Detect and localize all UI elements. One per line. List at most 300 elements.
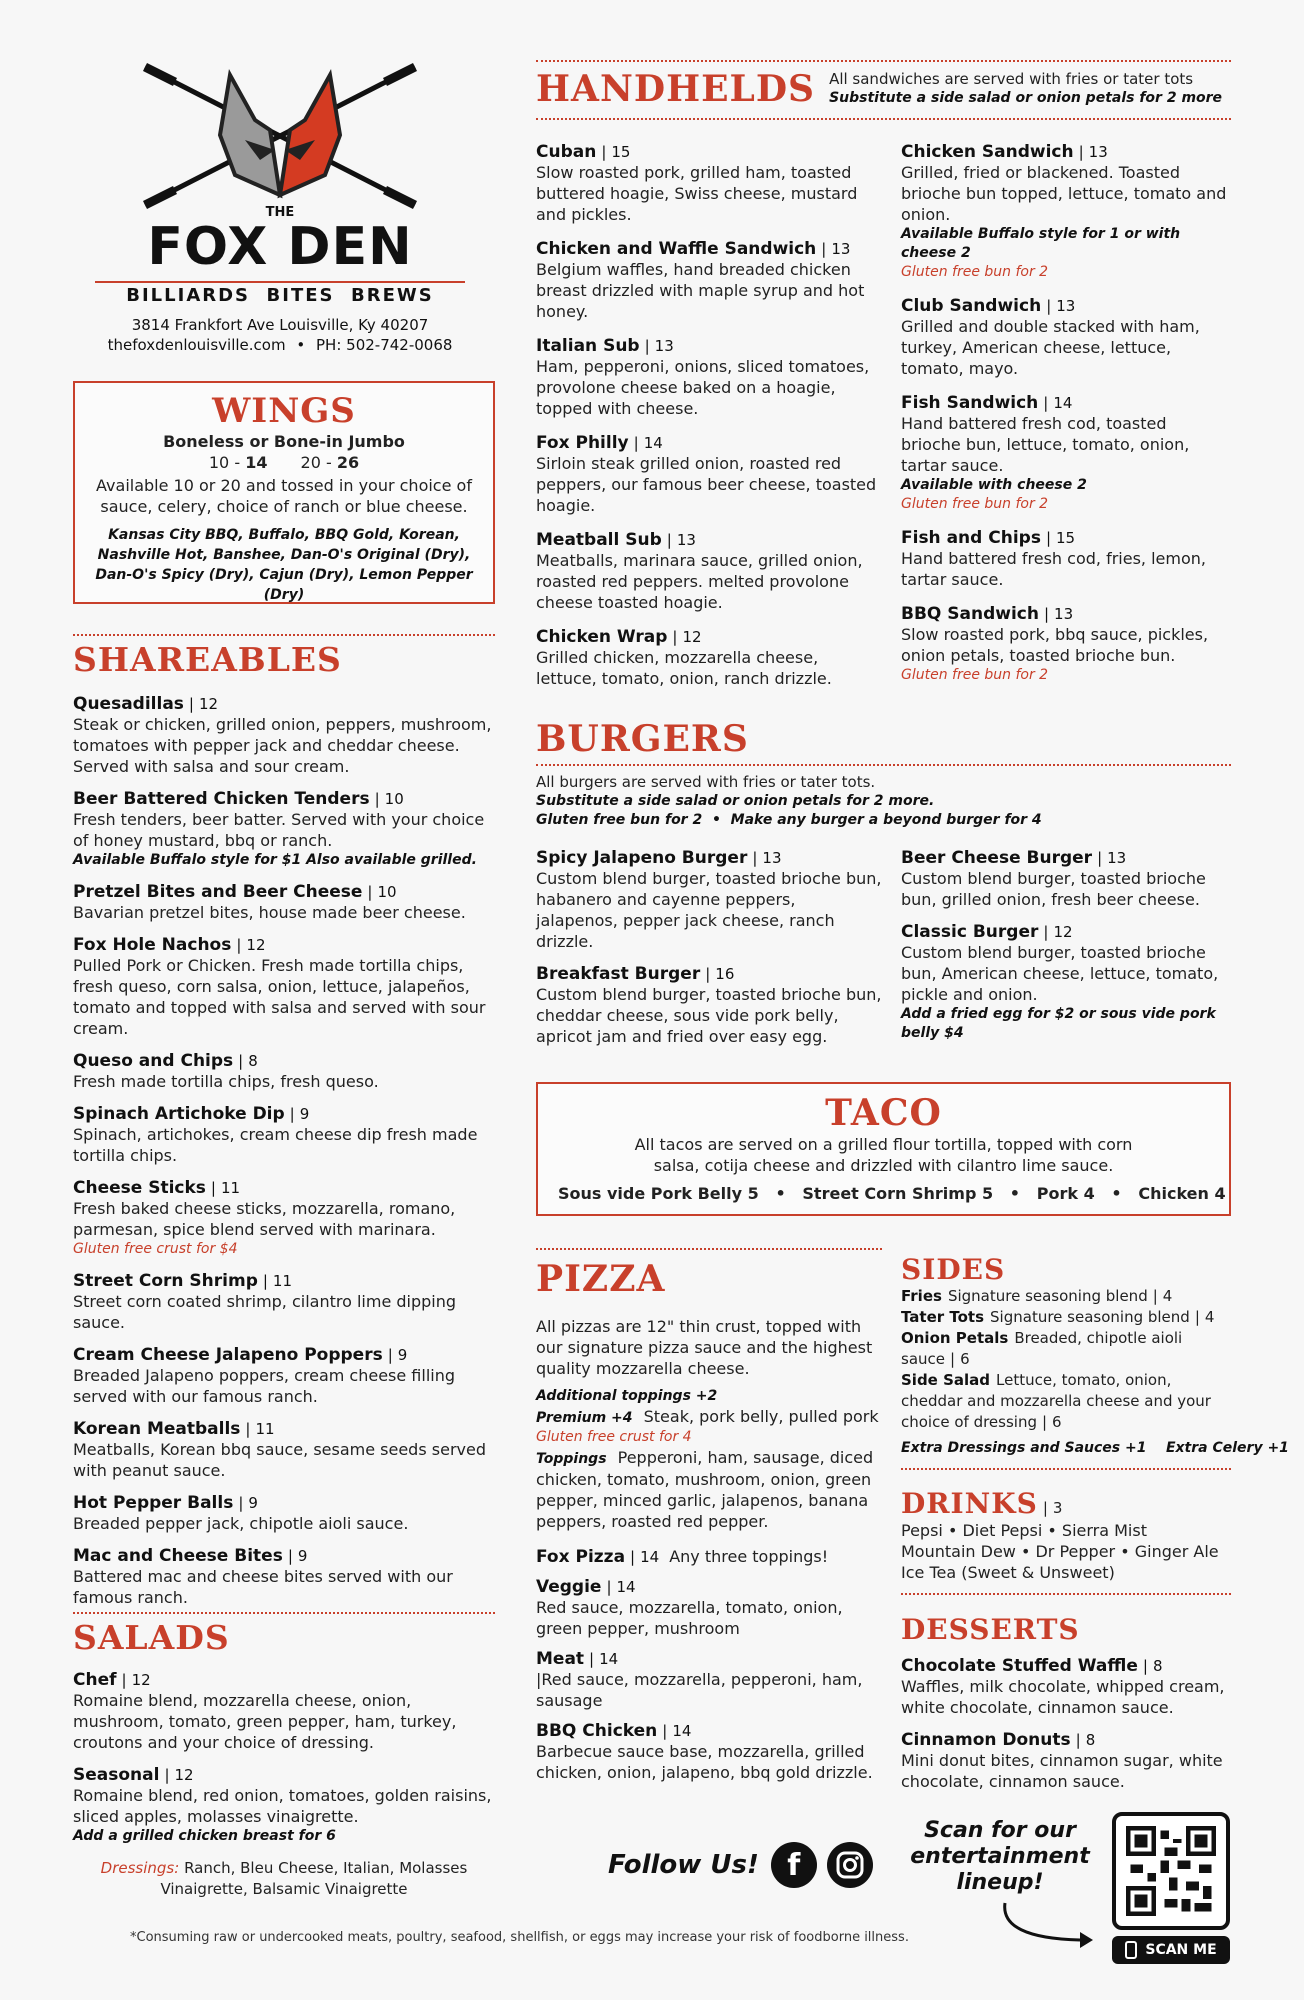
menu-item-price: 14 xyxy=(616,1578,636,1596)
menu-item-name: Chocolate Stuffed Waffle xyxy=(901,1656,1138,1676)
separator: | xyxy=(387,1346,393,1364)
menu-item-name: Fish and Chips xyxy=(901,528,1041,548)
menu-item-price: 9 xyxy=(248,1494,258,1512)
menu-item-name: Korean Meatballs xyxy=(73,1419,241,1439)
salads-list xyxy=(73,1670,495,1846)
menu-item xyxy=(901,848,1231,910)
divider xyxy=(536,764,1231,766)
menu-item-header xyxy=(901,296,1231,316)
pizza-title: PIZZA xyxy=(536,1258,666,1300)
menu-item-name: Pretzel Bites and Beer Cheese xyxy=(73,882,363,902)
divider xyxy=(901,1593,1231,1595)
handhelds-left-column xyxy=(536,142,882,703)
menu-item-desc: Grilled and double stacked with ham, turkey, American cheese, lettuce, tomato, mayo. xyxy=(901,317,1200,378)
menu-item-name: Mac and Cheese Bites xyxy=(73,1546,283,1566)
menu-item-header xyxy=(536,848,882,868)
sides-list xyxy=(901,1286,1231,1433)
sides-note: Extra Dressings and Sauces +1 Extra Celery +1 xyxy=(901,1440,1289,1456)
menu-item-header xyxy=(73,1051,495,1071)
menu-item-desc: Street corn coated shrimp, cilantro lime dipping sauce. xyxy=(73,1292,457,1332)
taco-title: TACO xyxy=(825,1092,942,1134)
menu-item-price: 8 xyxy=(1152,1657,1163,1675)
menu-item-desc: Custom blend burger, toasted brioche bun, cheddar cheese, sous vide pork belly, apricot jam and fried over easy egg. xyxy=(536,985,882,1046)
menu-item-price: 14 xyxy=(640,1548,660,1566)
pizza-intro: All pizzas are 12" thin crust, topped with our signature pizza sauce and the highest quality mozzarella cheese. xyxy=(536,1317,873,1378)
separator: | xyxy=(367,883,373,901)
menu-item-price: 14 xyxy=(1053,394,1073,412)
menu-item-header xyxy=(536,627,882,647)
sides-title: SIDES xyxy=(901,1253,1006,1286)
sides-section xyxy=(901,1253,1289,1470)
menu-item-desc: Hand battered fresh cod, fries, lemon, tartar sauce. xyxy=(901,549,1206,589)
wings-box xyxy=(73,381,495,604)
menu-item-desc: Custom blend burger, toasted brioche bun, grilled onion, fresh beer cheese. xyxy=(901,869,1206,909)
separator: | xyxy=(601,143,607,161)
menu-item-desc: Pulled Pork or Chicken. Fresh made tortilla chips, fresh queso, corn salsa, onion, lettuce, jalapeños, tomato and topped with salsa and served with sour cream. xyxy=(73,956,486,1038)
menu-item-name: Chicken Sandwich xyxy=(901,142,1074,162)
menu-item-name: Chicken and Waffle Sandwich xyxy=(536,239,817,259)
menu-item xyxy=(536,627,882,689)
shareables-title: SHAREABLES xyxy=(73,640,342,679)
drinks-section: DRINKS | 3 Pepsi • Diet Pepsi • Sierra Mist Mountain Dew • Dr Pepper • Ginger Ale Ice Tea (Sweet & Unsweet) xyxy=(901,1488,1231,1595)
side-item xyxy=(901,1307,1231,1328)
menu-item-header xyxy=(901,528,1231,548)
menu-item-header xyxy=(73,1546,495,1566)
desserts-section xyxy=(901,1614,1231,1804)
side-item xyxy=(901,1370,1231,1433)
menu-item-inline: Any three toppings! xyxy=(669,1547,829,1566)
menu-item xyxy=(73,1546,495,1608)
menu-item-header xyxy=(901,922,1231,942)
menu-item xyxy=(73,1051,495,1092)
pizza-premium: Premium +4 Steak, pork belly, pulled pork xyxy=(536,1407,879,1426)
pizza-additional: Additional toppings +2 xyxy=(536,1388,718,1404)
menu-item-header xyxy=(73,935,495,955)
divider xyxy=(73,1612,495,1614)
menu-item-desc: Slow roasted pork, bbq sauce, pickles, onion petals, toasted brioche bun. xyxy=(901,625,1209,665)
menu-item-desc: Fresh baked cheese sticks, mozzarella, romano, parmesan, spice blend served with marinara. xyxy=(73,1199,456,1239)
menu-item-desc: Breaded Jalapeno poppers, cream cheese filling served with our famous ranch. xyxy=(73,1366,456,1406)
menu-item-desc: Ham, pepperoni, onions, sliced tomatoes, provolone cheese baked on a hoagie, topped with cheese. xyxy=(536,357,870,418)
divider xyxy=(536,60,1231,62)
website-link[interactable]: thefoxdenlouisville.com xyxy=(107,336,286,354)
menu-item xyxy=(536,142,882,225)
menu-item xyxy=(73,1419,495,1481)
menu-item-header xyxy=(536,1649,882,1669)
menu-item xyxy=(536,1649,882,1711)
menu-item xyxy=(73,1271,495,1333)
separator: | xyxy=(1043,394,1049,412)
menu-item-price: 8 xyxy=(248,1052,258,1070)
separator: | xyxy=(821,240,827,258)
separator: | xyxy=(705,965,711,983)
menu-item-price: 12 xyxy=(174,1766,194,1784)
wings-title: WINGS xyxy=(212,391,356,431)
menu-item-price: 12 xyxy=(682,628,702,646)
menu-item-price: 13 xyxy=(762,849,782,867)
drinks-line-3: Ice Tea (Sweet & Unsweet) xyxy=(901,1563,1115,1582)
menu-item-desc: Custom blend burger, toasted brioche bun, habanero and cayenne peppers, jalapenos, pepper jack cheese, ranch drizzle. xyxy=(536,869,882,951)
pizza-section xyxy=(536,1248,882,1793)
drinks-line-2: Mountain Dew • Dr Pepper • Ginger Ale xyxy=(901,1542,1219,1561)
menu-item-name: BBQ Sandwich xyxy=(901,604,1039,624)
menu-item xyxy=(536,336,882,419)
menu-item-header xyxy=(536,336,882,356)
menu-item xyxy=(73,1493,495,1534)
menu-item xyxy=(73,1765,495,1846)
menu-item-note: Add a grilled chicken breast for 6 xyxy=(73,1828,336,1844)
separator: | xyxy=(245,1420,251,1438)
separator: | xyxy=(672,628,678,646)
menu-item-name: Meat xyxy=(536,1649,585,1669)
menu-item-name: Quesadillas xyxy=(73,694,184,714)
burgers-right-column xyxy=(901,848,1231,1059)
menu-item-header xyxy=(901,142,1231,162)
menu-item-desc: Grilled, fried or blackened. Toasted brioche bun topped, lettuce, tomato and onion. xyxy=(901,163,1227,224)
burgers-left-column xyxy=(536,848,882,1059)
menu-item xyxy=(536,1721,882,1783)
menu-item-price: 15 xyxy=(611,143,631,161)
qr-code[interactable] xyxy=(1112,1812,1230,1930)
menu-item xyxy=(901,1730,1231,1792)
separator: | xyxy=(1045,529,1051,547)
separator: | xyxy=(752,849,758,867)
menu-item-price: 10 xyxy=(377,883,397,901)
menu-item-name: Fox Philly xyxy=(536,433,629,453)
menu-item-desc: Fresh made tortilla chips, fresh queso. xyxy=(73,1072,379,1091)
menu-item-header xyxy=(73,1178,495,1198)
side-name: Fries xyxy=(901,1287,942,1305)
phone-link[interactable]: PH: 502-742-0068 xyxy=(316,336,453,354)
side-price: 4 xyxy=(1162,1287,1173,1305)
menu-item-price: 9 xyxy=(397,1346,408,1364)
menu-item-price: 15 xyxy=(1056,529,1076,547)
menu-item-desc: Waffles, milk chocolate, whipped cream, white chocolate, cinnamon sauce. xyxy=(901,1677,1225,1717)
qr-code-icon xyxy=(1126,1826,1216,1916)
menu-item-price: 13 xyxy=(1107,849,1127,867)
menu-item-name: Cuban xyxy=(536,142,597,162)
menu-item-name: Club Sandwich xyxy=(901,296,1042,316)
side-price: 6 xyxy=(1052,1413,1062,1431)
side-item xyxy=(901,1328,1231,1370)
separator: | xyxy=(1041,1413,1048,1431)
menu-item-name: Veggie xyxy=(536,1577,602,1597)
dressings-label: Dressings: xyxy=(100,1859,180,1877)
separator: | xyxy=(644,337,650,355)
taco-options: Sous vide Pork Belly 5 • Street Corn Shrimp 5 • Pork 4 • Chicken 4 xyxy=(558,1184,1226,1203)
handhelds-section xyxy=(536,60,1231,703)
menu-item-desc: Spinach, artichokes, cream cheese dip fresh made tortilla chips. xyxy=(73,1125,478,1165)
separator: | xyxy=(633,434,639,452)
menu-item-header xyxy=(536,142,882,162)
menu-item-name: Beer Battered Chicken Tenders xyxy=(73,789,370,809)
menu-item-header xyxy=(536,1546,882,1567)
burgers-intro: All burgers are served with fries or tater tots. xyxy=(536,773,876,791)
menu-item-header xyxy=(73,1104,495,1124)
separator: | xyxy=(630,1548,636,1566)
logo-name: FOX DEN xyxy=(147,217,413,277)
menu-item xyxy=(536,530,882,613)
menu-item-price: 13 xyxy=(654,337,674,355)
separator: | xyxy=(1075,1731,1081,1749)
menu-item-desc: Red sauce, mozzarella, tomato, onion, green pepper, mushroom xyxy=(536,1598,843,1638)
menu-item-desc: Sirloin steak grilled onion, roasted red peppers, our famous beer cheese, toasted hoagie. xyxy=(536,454,877,515)
menu-item-header xyxy=(73,1271,495,1291)
menu-item-name: Chicken Wrap xyxy=(536,627,668,647)
menu-item-name: Cream Cheese Jalapeno Poppers xyxy=(73,1345,383,1365)
menu-item xyxy=(901,1656,1231,1718)
side-desc: Breaded, chipotle aioli sauce xyxy=(901,1329,1183,1368)
menu-item-desc: Belgium waffles, hand breaded chicken breast drizzled with maple syrup and hot honey. xyxy=(536,260,865,321)
menu-item-header xyxy=(901,1730,1231,1750)
menu-item-name: Chef xyxy=(73,1670,117,1690)
menu-item-desc: Mini donut bites, cinnamon sugar, white chocolate, cinnamon sauce. xyxy=(901,1751,1223,1791)
separator: | xyxy=(236,936,242,954)
menu-item-header xyxy=(536,239,882,259)
menu-item xyxy=(901,296,1231,379)
menu-item-header xyxy=(73,1765,495,1785)
burgers-intro-note: Substitute a side salad or onion petals for 2 more. xyxy=(536,793,935,809)
menu-item-name: Breakfast Burger xyxy=(536,964,701,984)
side-name: Onion Petals xyxy=(901,1329,1009,1347)
side-name: Tater Tots xyxy=(901,1308,985,1326)
burgers-title: BURGERS xyxy=(536,718,749,760)
menu-item-desc: Slow roasted pork, grilled ham, toasted buttered hoagie, Swiss cheese, mustard and pickles. xyxy=(536,163,858,224)
menu-item-price: 14 xyxy=(643,434,663,452)
logo-tagline: BILLIARDS BITES BREWS xyxy=(95,281,465,306)
menu-item-price: 12 xyxy=(131,1671,151,1689)
menu-item xyxy=(536,1546,882,1567)
separator: | xyxy=(1046,297,1052,315)
taco-desc: All tacos are served on a grilled flour tortilla, topped with corn salsa, cotija cheese and drizzled with cilantro lime sauce. xyxy=(634,1135,1133,1175)
separator: | xyxy=(1043,605,1050,623)
menu-item-name: Spinach Artichoke Dip xyxy=(73,1104,285,1124)
desserts-list xyxy=(901,1656,1231,1792)
side-name: Side Salad xyxy=(901,1371,991,1389)
salad-dressings xyxy=(73,1858,495,1900)
address: 3814 Frankfort Ave Louisville, Ky 40207 xyxy=(131,316,429,334)
handhelds-intro-note: Substitute a side salad or onion petals for 2 more xyxy=(829,90,1223,106)
menu-item-name: Street Corn Shrimp xyxy=(73,1271,258,1291)
side-price: 6 xyxy=(960,1350,970,1368)
separator: | xyxy=(666,531,672,549)
burgers-intro-note-2: Gluten free bun for 2 • Make any burger a beyond burger for 4 xyxy=(536,812,1042,828)
menu-item-desc: Meatballs, Korean bbq sauce, sesame seeds served with peanut sauce. xyxy=(73,1440,486,1480)
menu-item-header xyxy=(536,530,882,550)
dressings-list: Ranch, Bleu Cheese, Italian, Molasses Vinaigrette, Balsamic Vinaigrette xyxy=(160,1859,468,1898)
menu-item xyxy=(901,393,1231,514)
separator: | xyxy=(662,1722,668,1740)
menu-item xyxy=(73,935,495,1039)
separator: | xyxy=(238,1494,244,1512)
scan-me-button[interactable] xyxy=(1112,1936,1230,1964)
menu-item-price: 11 xyxy=(255,1420,275,1438)
separator: | xyxy=(164,1766,170,1784)
wings-subtitle: Boneless or Bone-in Jumbo xyxy=(163,432,405,451)
menu-item-name: Hot Pepper Balls xyxy=(73,1493,234,1513)
separator: | xyxy=(1194,1308,1200,1326)
menu-item-desc: Bavarian pretzel bites, house made beer cheese. xyxy=(73,903,466,922)
side-item xyxy=(901,1286,1231,1307)
desserts-title: DESSERTS xyxy=(901,1613,1080,1646)
menu-item-desc: Romaine blend, mozzarella cheese, onion, mushroom, tomato, green pepper, ham, turkey, croutons and your choice of dressing. xyxy=(73,1691,457,1752)
follow-us-label: Follow Us! xyxy=(608,1850,759,1880)
menu-item-name: Cheese Sticks xyxy=(73,1178,206,1198)
separator: | xyxy=(606,1578,612,1596)
separator: | xyxy=(289,1105,295,1123)
menu-item-price: 14 xyxy=(599,1650,619,1668)
menu-item-price: 14 xyxy=(672,1722,692,1740)
separator: | xyxy=(121,1671,127,1689)
menu-item-header xyxy=(536,964,882,984)
menu-item-desc: Steak or chicken, grilled onion, peppers, mushroom, tomatoes with pepper jack and cheddar cheese. Served with salsa and sour cream. xyxy=(73,715,492,776)
handhelds-right-column xyxy=(901,142,1231,703)
separator: | xyxy=(1078,143,1084,161)
wings-desc: Available 10 or 20 and tossed in your choice of sauce, celery, choice of ranch or blue cheese. xyxy=(96,476,472,516)
salads-section xyxy=(73,1612,495,1900)
separator: | xyxy=(1097,849,1103,867)
side-desc: Signature seasoning blend xyxy=(947,1287,1148,1305)
menu-item-name: Fox Hole Nachos xyxy=(73,935,232,955)
menu-item-price: 8 xyxy=(1085,1731,1096,1749)
menu-item xyxy=(536,1577,882,1639)
menu-item xyxy=(536,964,882,1047)
menu-item-name: Queso and Chips xyxy=(73,1051,234,1071)
separator: | xyxy=(1043,923,1049,941)
menu-item xyxy=(901,604,1231,685)
menu-item-desc: Fresh tenders, beer batter. Served with your choice of honey mustard, bbq or ranch. xyxy=(73,810,485,850)
menu-item xyxy=(901,922,1231,1043)
separator: | xyxy=(589,1650,595,1668)
menu-item-name: Fish Sandwich xyxy=(901,393,1039,413)
pizza-toppings: Toppings Pepperoni, ham, sausage, diced chicken, tomato, mushroom, onion, green pepper, minced garlic, jalapenos, banana peppers, roasted red pepper. xyxy=(536,1448,874,1531)
scan-text: Scan for our entertainment lineup! xyxy=(910,1818,1090,1895)
menu-item-price: 13 xyxy=(1088,143,1108,161)
menu-item-price: 13 xyxy=(831,240,851,258)
menu-item-header xyxy=(901,604,1231,624)
handhelds-title: HANDHELDS xyxy=(536,68,816,110)
separator: | xyxy=(238,1052,244,1070)
menu-item-name: BBQ Chicken xyxy=(536,1721,658,1741)
menu-item-price: 9 xyxy=(299,1105,310,1123)
menu-item xyxy=(73,789,495,870)
shareables-section xyxy=(73,634,495,1620)
menu-item xyxy=(901,142,1231,282)
menu-item-name: Classic Burger xyxy=(901,922,1039,942)
menu-item-name: Fox Pizza xyxy=(536,1547,626,1567)
menu-item-header xyxy=(536,1721,882,1741)
menu-item-price: 13 xyxy=(1056,297,1076,315)
menu-item-gluten-free: Gluten free crust for $4 xyxy=(73,1241,238,1257)
shareables-list xyxy=(73,694,495,1608)
menu-item-price: 13 xyxy=(1054,605,1074,623)
side-desc: Lettuce, tomato, onion, cheddar and mozzarella cheese and your choice of dressing xyxy=(901,1371,1211,1431)
facebook-icon[interactable]: f xyxy=(771,1842,817,1888)
menu-item xyxy=(536,848,882,952)
menu-item-gluten-free: Gluten free bun for 2 xyxy=(901,264,1049,280)
separator: | xyxy=(374,790,380,808)
divider xyxy=(901,1468,1231,1470)
menu-item-desc: Breaded pepper jack, chipotle aioli sauce. xyxy=(73,1514,409,1533)
menu-item-note: Available Buffalo style for 1 or with cheese 2 xyxy=(901,226,1181,261)
menu-item-price: 11 xyxy=(220,1179,241,1197)
disclaimer: *Consuming raw or undercooked meats, poultry, seafood, shellfish, or eggs may increase your risk of foodborne illness. xyxy=(130,1930,909,1945)
separator: | xyxy=(950,1350,956,1368)
drinks-price: 3 xyxy=(1052,1499,1063,1517)
menu-item-price: 12 xyxy=(198,695,219,713)
menu-item-price: 12 xyxy=(1053,923,1073,941)
menu-item-desc: Grilled chicken, mozzarella cheese, lettuce, tomato, onion, ranch drizzle. xyxy=(536,648,832,688)
phone-icon xyxy=(1125,1941,1137,1959)
menu-item-header xyxy=(73,882,495,902)
menu-item xyxy=(73,1178,495,1259)
side-price: 4 xyxy=(1204,1308,1215,1326)
separator: | xyxy=(1152,1287,1158,1305)
menu-item-header xyxy=(73,694,495,714)
menu-item-name: Italian Sub xyxy=(536,336,640,356)
menu-item xyxy=(73,1670,495,1753)
menu-item-desc: |Red sauce, mozzarella, pepperoni, ham, sausage xyxy=(536,1670,863,1710)
menu-item-header xyxy=(536,1577,882,1597)
menu-item-header xyxy=(901,848,1231,868)
menu-item-desc: Barbecue sauce base, mozzarella, grilled chicken, onion, jalapeno, bbq gold drizzle. xyxy=(536,1742,873,1782)
menu-item-header xyxy=(73,789,495,809)
handhelds-intro: All sandwiches are served with fries or tater tots xyxy=(829,70,1194,88)
menu-item-name: Beer Cheese Burger xyxy=(901,848,1093,868)
menu-item xyxy=(536,239,882,322)
drinks-line-1: Pepsi • Diet Pepsi • Sierra Mist xyxy=(901,1521,1147,1540)
separator: | xyxy=(1142,1657,1148,1675)
salads-title: SALADS xyxy=(73,1618,230,1657)
menu-item-header xyxy=(73,1419,495,1439)
menu-item-header xyxy=(73,1345,495,1365)
menu-item-name: Seasonal xyxy=(73,1765,160,1785)
pizza-list xyxy=(536,1546,882,1783)
bullet: • xyxy=(296,336,306,354)
divider xyxy=(73,634,495,636)
menu-item-note: Add a fried egg for $2 or sous vide pork belly $4 xyxy=(901,1006,1216,1041)
menu-item-note: Available Buffalo style for $1 Also available grilled. xyxy=(73,852,477,868)
logo-the: THE xyxy=(265,205,295,220)
side-desc: Signature seasoning blend xyxy=(990,1308,1190,1326)
wings-sauces: Kansas City BBQ, Buffalo, BBQ Gold, Korean, Nashville Hot, Banshee, Dan-O's Original (Dry), Dan-O's Spicy (Dry), Cajun (Dry), Lemon Pepper (Dry) xyxy=(95,527,473,603)
menu-item-gluten-free: Gluten free bun for 2 xyxy=(901,496,1049,512)
instagram-icon[interactable] xyxy=(827,1842,873,1888)
arrow-icon xyxy=(985,1898,1095,1953)
menu-item-desc: Meatballs, marinara sauce, grilled onion, roasted red peppers. melted provolone cheese toasted hoagie. xyxy=(536,551,863,612)
menu-item xyxy=(536,433,882,516)
separator: | xyxy=(188,695,194,713)
separator: | xyxy=(287,1547,293,1565)
separator: | xyxy=(262,1272,268,1290)
logo xyxy=(95,55,465,305)
menu-item-header xyxy=(901,1656,1231,1676)
drinks-title: DRINKS xyxy=(901,1487,1038,1520)
menu-item-desc: Custom blend burger, toasted brioche bun, American cheese, lettuce, tomato, pickle and onion. xyxy=(901,943,1219,1004)
pizza-gluten-free: Gluten free crust for 4 xyxy=(536,1429,692,1445)
menu-item-name: Spicy Jalapeno Burger xyxy=(536,848,748,868)
menu-item xyxy=(73,882,495,923)
menu-item-header xyxy=(73,1493,495,1513)
menu-item-header xyxy=(73,1670,495,1690)
burgers-section xyxy=(536,718,1231,1059)
wings-prices: 10 - 14 20 - 26 xyxy=(208,453,360,472)
menu-item-name: Meatball Sub xyxy=(536,530,662,550)
menu-item xyxy=(901,528,1231,590)
menu-item-desc: Romaine blend, red onion, tomatoes, golden raisins, sliced apples, molasses vinaigrette. xyxy=(73,1786,492,1826)
menu-item-price: 12 xyxy=(246,936,266,954)
fox-pool-cues-logo-icon xyxy=(95,55,465,215)
